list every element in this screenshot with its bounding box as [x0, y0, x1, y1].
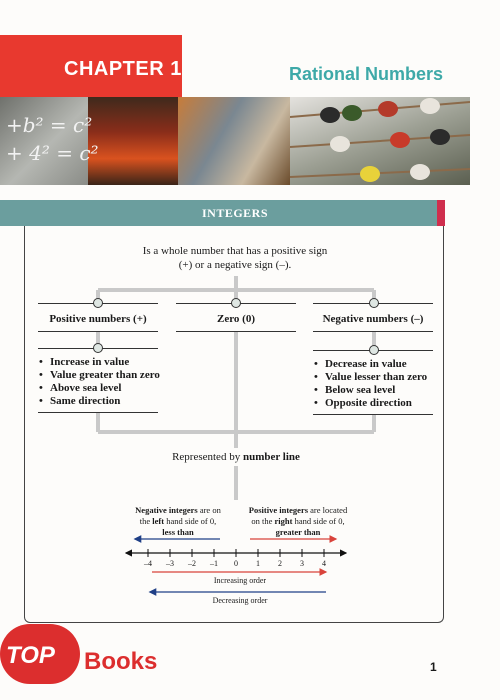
decreasing-order-label: Decreasing order — [212, 596, 268, 605]
increasing-order-label: Increasing order — [213, 576, 267, 585]
logo-top-text: TOP — [6, 642, 55, 669]
number-line-tick-label: 3 — [300, 559, 304, 568]
note-bold: Positive integers — [248, 505, 309, 515]
note-bold: less than — [162, 527, 194, 537]
note-bold: Negative integers — [135, 505, 198, 515]
logo-books-text: Books — [84, 648, 158, 675]
category-zero: Zero (0) — [217, 313, 255, 325]
note-text: are located — [308, 505, 348, 515]
list-item: • Value lesser than zero — [325, 371, 455, 384]
list-item: • Same direction — [50, 395, 180, 408]
chapter-label: CHAPTER 1 — [64, 58, 182, 80]
section-title: INTEGERS — [201, 206, 269, 220]
number-line-tick-label: –4 — [144, 559, 152, 568]
formula-line-2: + 4² = c² — [6, 141, 99, 165]
chapter-title: Rational Numbers — [289, 64, 444, 84]
definition-line-2: (+) or a negative sign (–). — [178, 259, 292, 271]
category-negative: Negative numbers (–) — [322, 313, 424, 325]
note-bold: greater than — [275, 527, 321, 537]
number-line-tick-label: 2 — [278, 559, 282, 568]
note-text: on the — [251, 516, 275, 526]
formula-line-1: +b² = c² — [6, 113, 93, 137]
list-item: • Value greater than zero — [50, 369, 180, 382]
note-bold: left — [152, 516, 165, 526]
number-line-tick-label: 1 — [256, 559, 260, 568]
note-text: hand side of 0, — [292, 516, 345, 526]
note-text: the — [139, 516, 153, 526]
number-line-tick-label: 4 — [322, 559, 326, 568]
list-item: • Increase in value — [50, 356, 180, 369]
list-item: • Decrease in value — [325, 358, 455, 371]
represented-bold: number line — [242, 451, 300, 463]
page-number: 1 — [430, 660, 437, 674]
category-positive: Positive numbers (+) — [49, 313, 147, 325]
number-line-tick-label: –1 — [210, 559, 218, 568]
note-bold: right — [274, 516, 293, 526]
number-line-tick-label: 0 — [234, 559, 238, 568]
list-item: • Above sea level — [50, 382, 180, 395]
list-item: • Below sea level — [325, 384, 455, 397]
definition-line-1: Is a whole number that has a positive sign — [142, 245, 328, 257]
represented-prefix: Represented by — [172, 451, 243, 463]
note-text: are on — [197, 505, 221, 515]
note-text: hand side of 0, — [164, 516, 217, 526]
number-line-tick-label: –2 — [188, 559, 196, 568]
list-item: • Opposite direction — [325, 397, 455, 410]
number-line-tick-label: –3 — [166, 559, 174, 568]
